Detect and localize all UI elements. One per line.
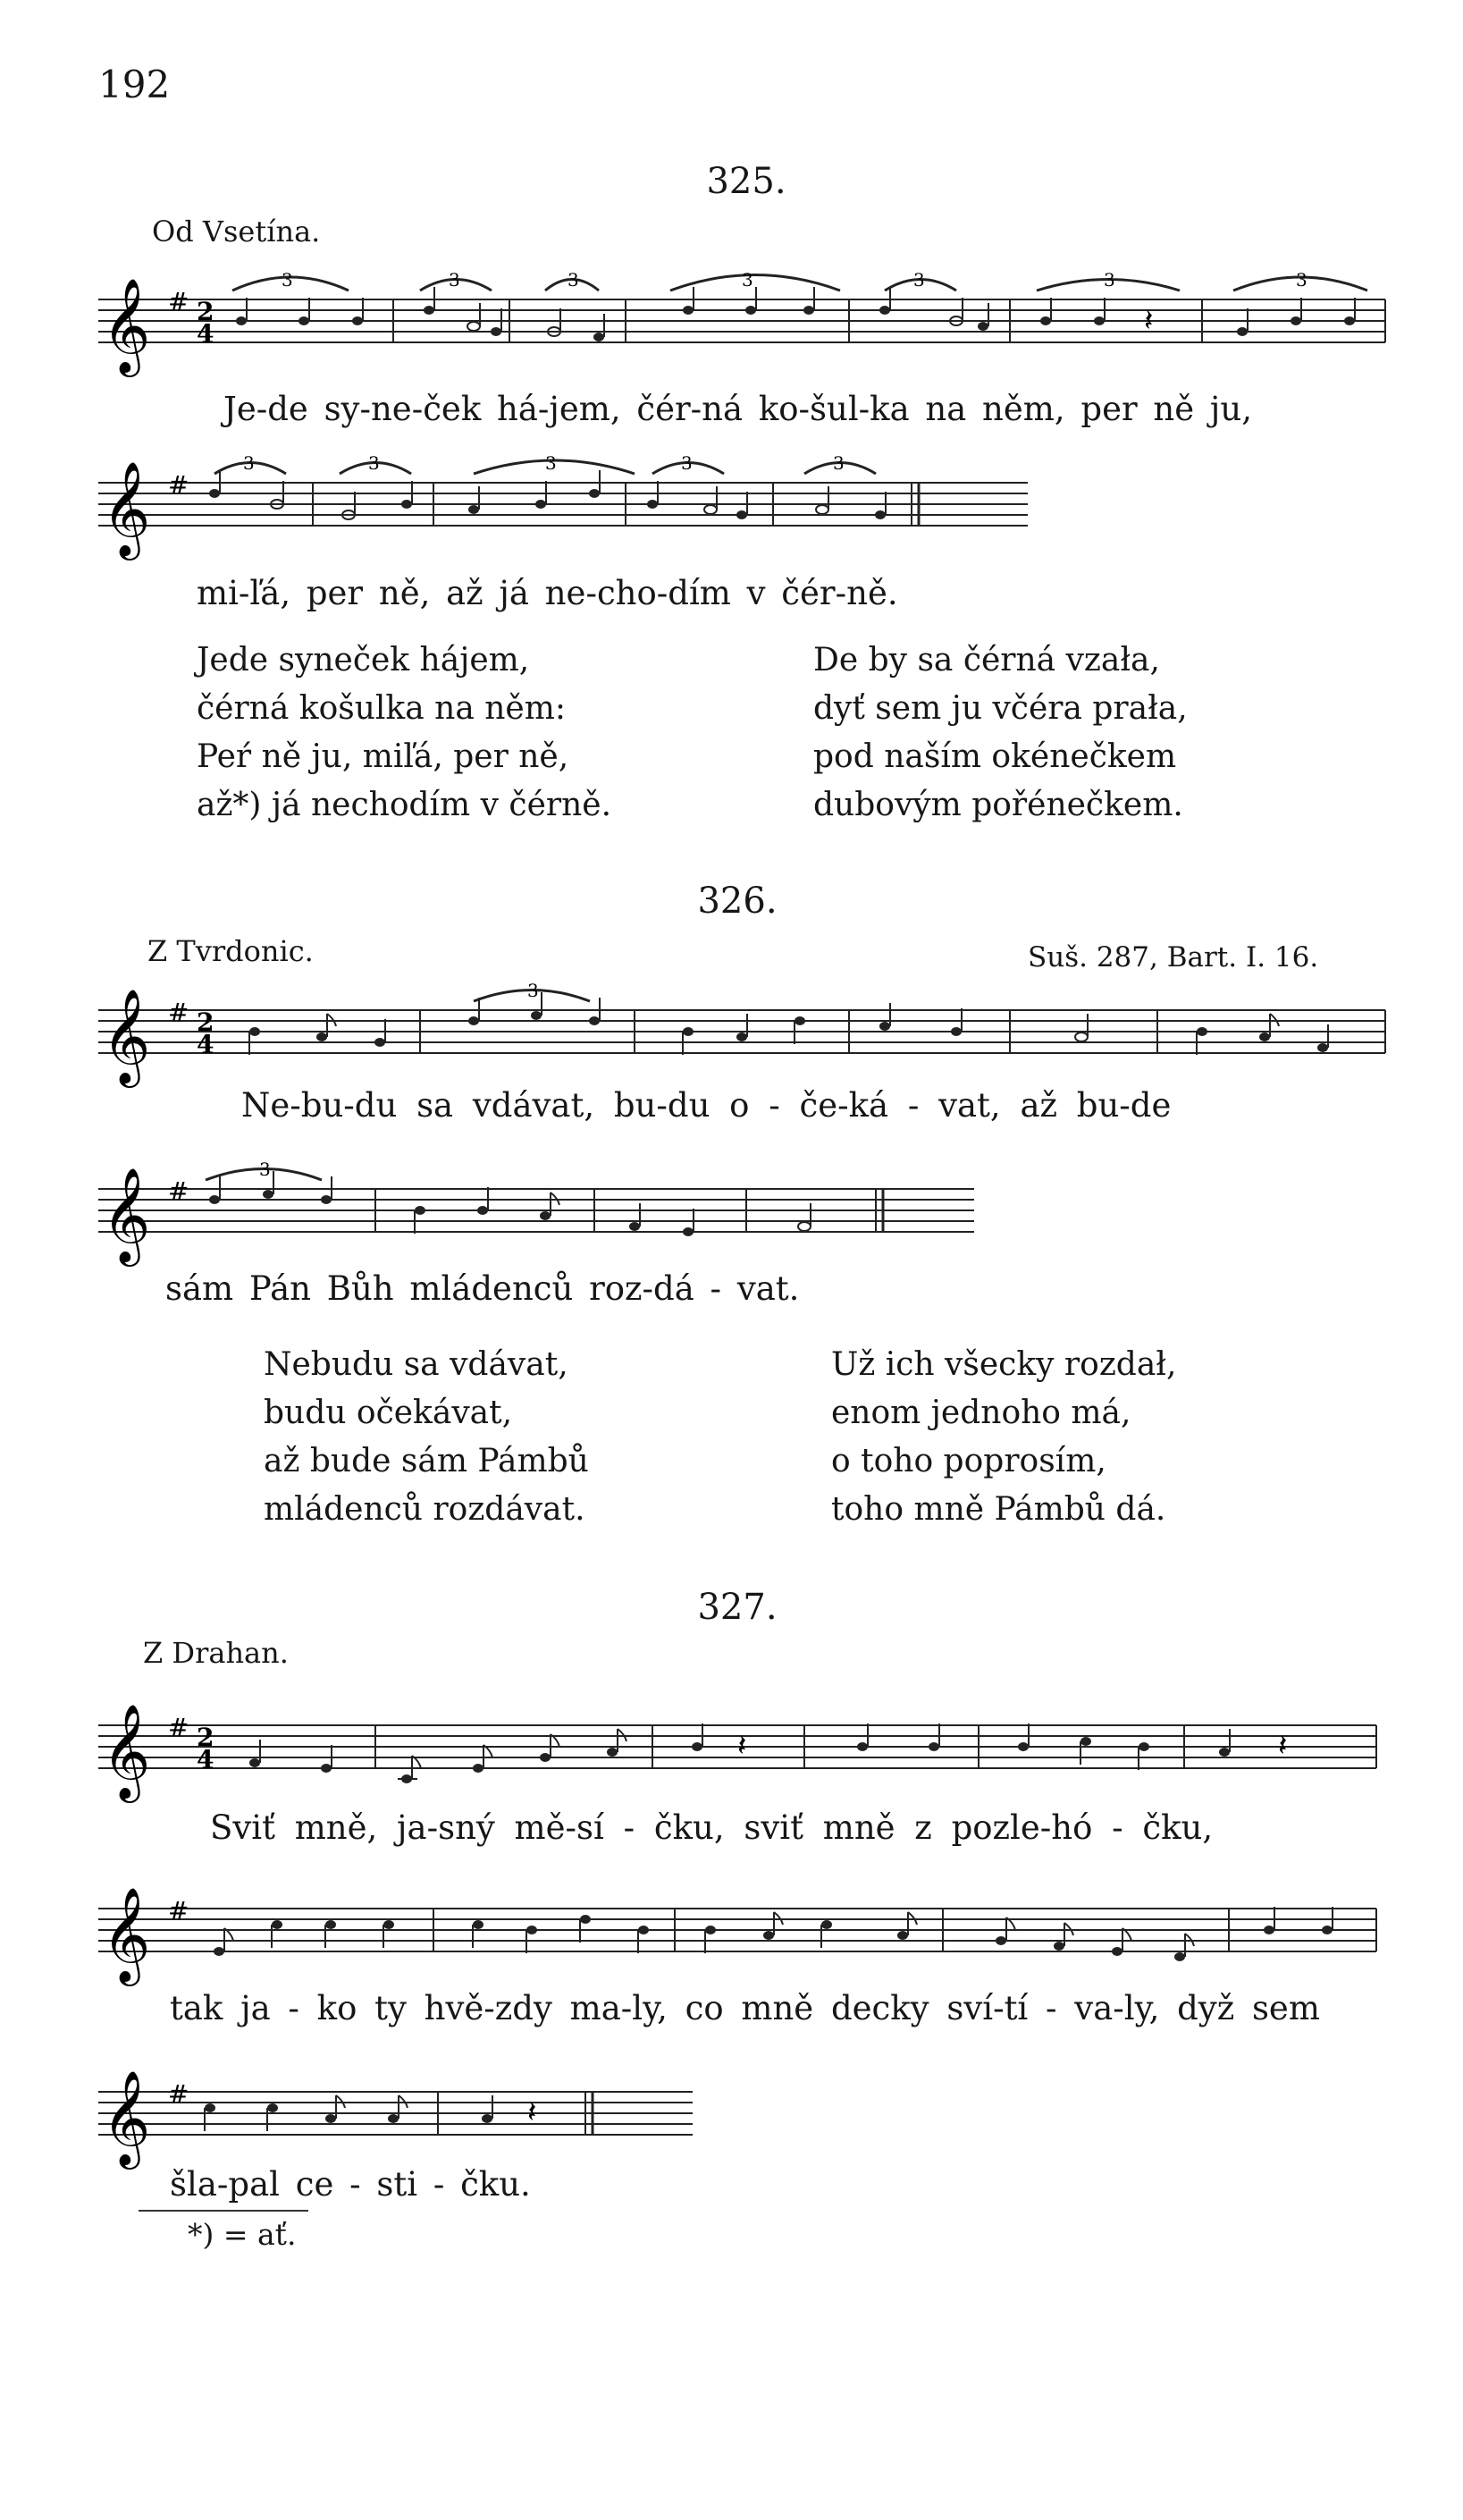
music-staff bbox=[98, 255, 1394, 398]
treble-clef-icon: 𝄞 bbox=[102, 460, 151, 556]
verse-line: až bude sám Pámbů bbox=[264, 1443, 589, 1479]
treble-clef-icon: 𝄞 bbox=[102, 1886, 151, 1982]
treble-clef-icon: 𝄞 bbox=[102, 1703, 151, 1799]
verse-column bbox=[197, 636, 611, 830]
music-staff bbox=[98, 438, 1046, 581]
triplet-group bbox=[206, 1159, 322, 1180]
svg-text:3: 3 bbox=[681, 452, 693, 474]
treble-clef-icon: 𝄞 bbox=[102, 988, 151, 1083]
quarter-rest-icon: 𝄽 bbox=[1278, 1728, 1288, 1764]
song-source: Od Vsetína. bbox=[152, 215, 321, 249]
verse-line: enom jednoho má, bbox=[831, 1395, 1131, 1431]
svg-text:3: 3 bbox=[545, 452, 557, 474]
time-signature-bottom: 4 bbox=[197, 319, 214, 349]
key-signature: # bbox=[168, 287, 189, 316]
svg-text:3: 3 bbox=[1296, 269, 1307, 291]
triplet-group bbox=[1037, 269, 1180, 291]
time-signature-bottom: 4 bbox=[197, 1030, 214, 1059]
svg-text:3: 3 bbox=[1104, 269, 1115, 291]
key-signature: # bbox=[168, 1896, 189, 1926]
svg-text:3: 3 bbox=[259, 1159, 271, 1180]
song-source: Z Tvrdonic. bbox=[147, 934, 314, 968]
footnote-rule bbox=[139, 2210, 308, 2212]
svg-text:3: 3 bbox=[449, 269, 460, 291]
verse-column bbox=[831, 1341, 1176, 1534]
triplet-group bbox=[652, 452, 724, 474]
verse-line: Jede syneček hájem, bbox=[197, 642, 530, 678]
verse-line: toho mně Pámbů dá. bbox=[831, 1491, 1166, 1528]
svg-text:3: 3 bbox=[568, 269, 579, 291]
lyric-line: sám Pán Bůh mládenců roz-dá - vat. bbox=[165, 1269, 800, 1308]
svg-text:3: 3 bbox=[742, 269, 753, 291]
quarter-rest-icon: 𝄽 bbox=[737, 1728, 747, 1764]
song-reference: Suš. 287, Bart. I. 16. bbox=[1028, 941, 1319, 973]
svg-text:3: 3 bbox=[368, 452, 380, 474]
footnote: *) = ať. bbox=[188, 2217, 297, 2252]
verse-line: Peŕ ně ju, miľá, per ně, bbox=[197, 738, 569, 775]
verse-line: Nebudu sa vdávat, bbox=[264, 1346, 568, 1383]
song-source: Z Drahan. bbox=[143, 1636, 289, 1670]
lyric-line: šla-pal ce - sti - čku. bbox=[170, 2165, 531, 2204]
verse-line: pod naším okénečkem bbox=[813, 738, 1177, 775]
treble-clef-icon: 𝄞 bbox=[102, 277, 151, 373]
lyric-line: Je-de sy-ne-ček há-jem, čér-ná ko-šul-ka na něm, per ně ju, bbox=[223, 390, 1252, 428]
key-signature: # bbox=[168, 1176, 189, 1206]
key-signature: # bbox=[168, 470, 189, 500]
triplet-group bbox=[474, 980, 590, 1001]
triplet-group bbox=[885, 269, 956, 291]
svg-text:3: 3 bbox=[913, 269, 925, 291]
music-staff bbox=[98, 1144, 992, 1287]
music-staff bbox=[98, 1681, 1394, 1824]
verse-line: dubovým pořénečkem. bbox=[813, 787, 1183, 823]
song-number: 326. bbox=[697, 881, 778, 922]
lyric-line: Sviť mně, ja-sný mě-sí - čku, sviť mně z pozle-hó - čku, bbox=[210, 1808, 1214, 1847]
verse-line: De by sa čérná vzała, bbox=[813, 642, 1160, 678]
triplet-group bbox=[214, 452, 286, 474]
verse-line: mládenců rozdávat. bbox=[264, 1491, 585, 1528]
verse-line: dyť sem ju včéra prała, bbox=[813, 690, 1188, 727]
verse-line: až*) já nechodím v čérně. bbox=[197, 787, 612, 823]
lyric-line: Ne-bu-du sa vdávat, bu-du o - če-ká - vat, až bu-de bbox=[241, 1086, 1172, 1125]
key-signature: # bbox=[168, 2079, 189, 2109]
time-signature-top: 2 bbox=[197, 297, 214, 326]
svg-text:3: 3 bbox=[527, 980, 539, 1001]
verse-line: o toho poprosím, bbox=[831, 1443, 1106, 1479]
song-number: 325. bbox=[706, 161, 786, 202]
time-signature-bottom: 4 bbox=[197, 1745, 214, 1774]
verse-line: budu očekávat, bbox=[264, 1395, 513, 1431]
song-number: 327. bbox=[697, 1587, 778, 1628]
verse-column bbox=[813, 636, 1188, 830]
triplet-group bbox=[474, 452, 635, 474]
key-signature: # bbox=[168, 998, 189, 1027]
quarter-rest-icon: 𝄽 bbox=[1144, 303, 1154, 339]
quarter-rest-icon: 𝄽 bbox=[527, 2094, 537, 2130]
svg-text:3: 3 bbox=[833, 452, 845, 474]
triplet-group bbox=[545, 269, 599, 291]
triplet-group bbox=[340, 452, 411, 474]
verse-line: čérná košulka na něm: bbox=[197, 690, 566, 727]
treble-clef-icon: 𝄞 bbox=[102, 1167, 151, 1262]
svg-text:3: 3 bbox=[282, 269, 293, 291]
triplet-group bbox=[804, 452, 876, 474]
triplet-group bbox=[1233, 269, 1367, 291]
page-number: 192 bbox=[98, 63, 171, 106]
time-signature-top: 2 bbox=[197, 1007, 214, 1037]
lyric-line: mi-ľá, per ně, až já ne-cho-dím v čér-ně. bbox=[197, 574, 898, 612]
treble-clef-icon: 𝄞 bbox=[102, 2069, 151, 2165]
triplet-group bbox=[420, 269, 492, 291]
verse-column bbox=[264, 1341, 589, 1534]
music-staff bbox=[98, 1864, 1394, 2007]
triplet-group bbox=[232, 269, 349, 291]
svg-text:3: 3 bbox=[243, 452, 255, 474]
verse-line: Už ich všecky rozdał, bbox=[831, 1346, 1177, 1383]
time-signature-top: 2 bbox=[197, 1723, 214, 1752]
key-signature: # bbox=[168, 1713, 189, 1742]
lyric-line: tak ja - ko ty hvě-zdy ma-ly, co mně decky sví-tí - va-ly, dyž sem bbox=[170, 1989, 1320, 2027]
